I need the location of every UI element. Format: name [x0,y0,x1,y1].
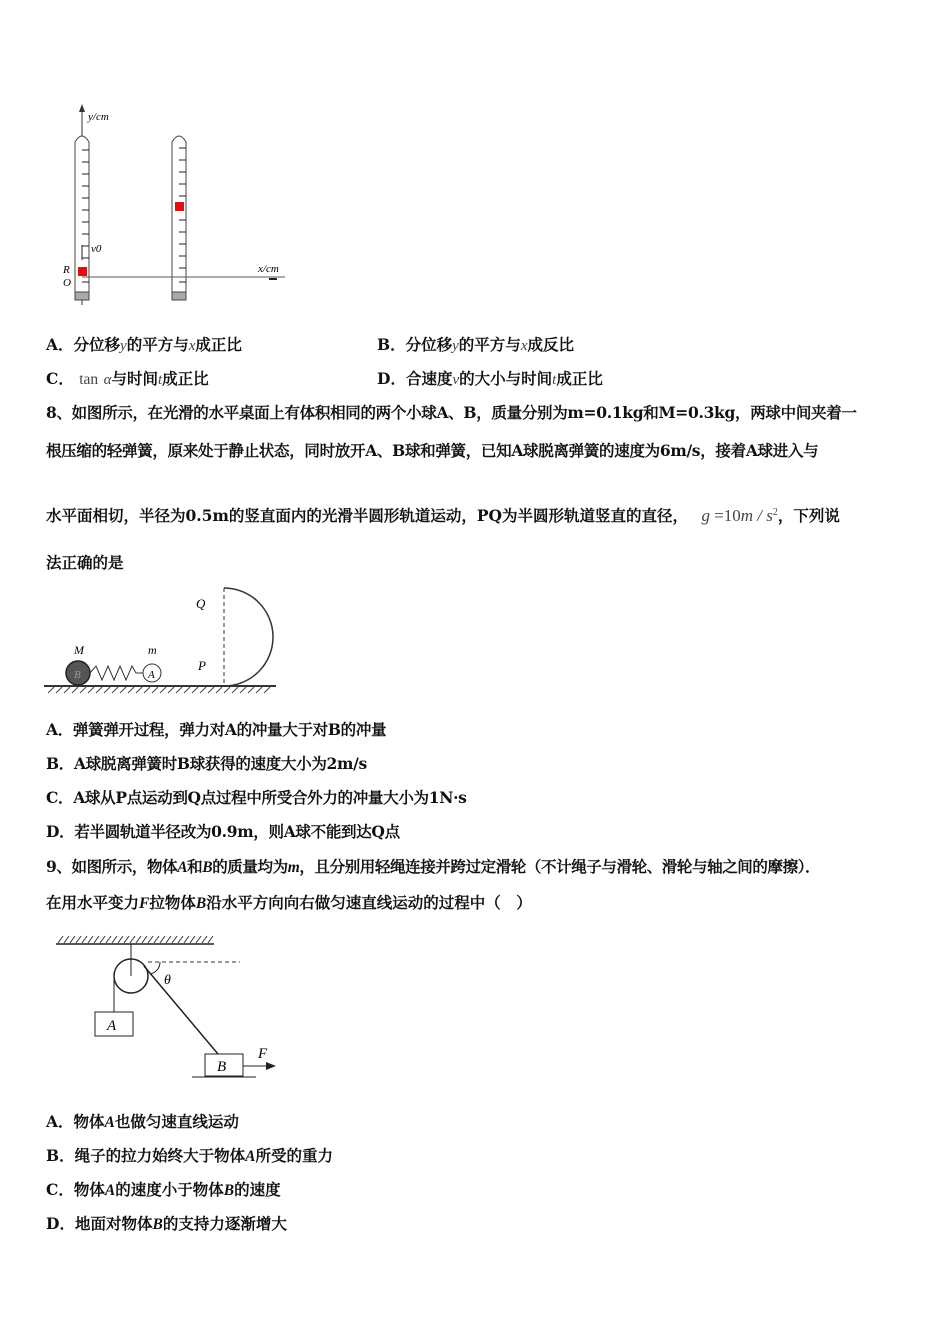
math-var: B [202,859,213,876]
point-p-label: P [198,658,206,673]
q7-figure-tubes [55,100,295,310]
math-var: A [104,1182,116,1199]
q8-stem-line2: 根压缩的轻弹簧，原来处于静止状态，同时放开A、B球和弹簧，已知A球脱离弹簧的速度为6m/s，接着A球进入与 [46,441,819,460]
mass-m-label: m [148,643,157,657]
option-text: 的速度小于物体 [115,1180,224,1199]
option-text: 地面对物体 [74,1214,153,1233]
q8-option-d[interactable]: D．若半圆轨道半径改为0.9m，则A球不能到达Q点 [46,822,400,841]
option-text: 与时间 [111,369,158,388]
q7-option-d[interactable] [377,369,603,390]
q9-option-d[interactable] [46,1214,287,1235]
formula-eq: =10 [709,506,741,526]
red-block [78,267,87,276]
formula-exp: 2 [772,507,778,518]
q7-option-c[interactable] [46,369,209,390]
option-text: 所受的重力 [255,1146,333,1165]
q9-option-b[interactable] [46,1146,333,1167]
q9-option-a[interactable] [46,1112,239,1133]
math-var: B [223,1182,235,1199]
stem-text: 的质量均为 [212,857,288,876]
option-label: D． [46,1214,75,1233]
y-axis-label: y/cm [88,111,109,123]
point-q-label: Q [196,596,206,611]
option-text: 成正比 [556,369,603,388]
option-text: 的大小与时间 [459,369,553,388]
option-label: A． [46,335,74,354]
red-block [175,202,184,211]
math-var: A [245,1148,256,1165]
v0-label: v0 [91,243,102,255]
option-label: B． [46,1146,75,1165]
option-text: 成反比 [527,335,574,354]
stem-text: ，且分别用轻绳连接并跨过定滑轮（不计绳子与滑轮、滑轮与轴之间的摩擦）． [299,857,821,876]
math-var: B [195,895,207,912]
block-a-label: A [107,1018,117,1034]
force-f-label: F [258,1046,268,1062]
q8-stem-line4: 法正确的是 [46,553,124,572]
math-func: tan [79,371,99,388]
ball-b-label: B [74,669,81,681]
q7-option-a[interactable] [46,335,242,356]
formula-unit: m / s [740,506,773,526]
stem-text: ，下列说 [777,506,840,526]
math-var: x [520,338,528,354]
theta-label: θ [164,973,171,988]
math-var: F [139,895,150,912]
math-var: y [452,338,459,354]
option-label: B． [377,335,406,354]
q9-option-c[interactable] [46,1180,281,1201]
option-text: 的支持力逐渐增大 [162,1214,287,1233]
math-var: B [152,1216,163,1233]
q8-option-a[interactable]: A．弹簧弹开过程，弹力对A的冲量大于对B的冲量 [46,720,387,739]
origin-label: O [63,277,71,289]
stem-text: 水平面相切，半径为0.5m的竖直面内的光滑半圆形轨道运动，PQ为半圆形轨道竖直的直径， [46,506,689,526]
q7-option-b[interactable] [377,335,574,356]
r-label: R [63,264,70,276]
option-text: 合速度 [405,369,453,388]
math-var: α [103,372,112,388]
math-var: A [177,859,188,876]
stem-text: 9、如图所示，物体 [46,857,178,876]
math-var: t [157,372,163,388]
option-text: 也做匀速直线运动 [114,1112,239,1131]
x-axis-label: x/cm [258,263,279,275]
math-var: x [188,338,196,354]
option-text: 成正比 [195,335,242,354]
option-text: 绳子的拉力始终大于物体 [74,1146,246,1165]
stem-text: 和 [187,857,203,876]
option-text: 成正比 [162,369,209,388]
math-var: v [452,372,460,388]
q8-stem-line3 [46,503,840,526]
q9-stem-line2 [46,893,532,914]
option-label: D． [377,369,406,388]
option-text: 的平方与 [126,335,189,354]
stem-text: 沿水平方向向右做匀速直线运动的过程中（ ） [206,893,532,912]
option-label: C． [46,1180,74,1199]
math-var: t [552,372,557,388]
mass-M-label: M [74,643,84,657]
stem-text: 在用水平变力 [46,893,140,912]
option-label: C． [46,369,74,388]
math-var: A [104,1114,115,1131]
option-text: 物体 [73,1180,105,1199]
q9-stem-line1 [46,857,820,878]
block-b-label: B [217,1059,227,1075]
q8-stem-line1: 8、如图所示，在光滑的水平桌面上有体积相同的两个小球A、B，质量分别为m=0.1kg和M=0.3kg，两球中间夹着一 [46,403,857,422]
stem-text: 拉物体 [149,893,196,912]
formula-g: g [701,506,710,526]
ball-a-label: A [148,669,155,681]
q8-option-c[interactable]: C．A球从P点运动到Q点过程中所受合外力的冲量大小为1N·s [46,788,467,807]
option-text: 分位移 [73,335,121,354]
option-text: 的平方与 [458,335,521,354]
q8-option-b[interactable]: B．A球脱离弹簧时B球获得的速度大小为2m/s [46,754,367,773]
option-label: A． [46,1112,74,1131]
math-var: m [287,859,300,876]
option-text: 物体 [73,1112,105,1131]
q9-pulley-figure [52,932,282,1082]
q8-figure [44,582,280,694]
option-text: 的速度 [234,1180,281,1199]
math-var: y [120,338,127,354]
option-text: 分位移 [405,335,453,354]
